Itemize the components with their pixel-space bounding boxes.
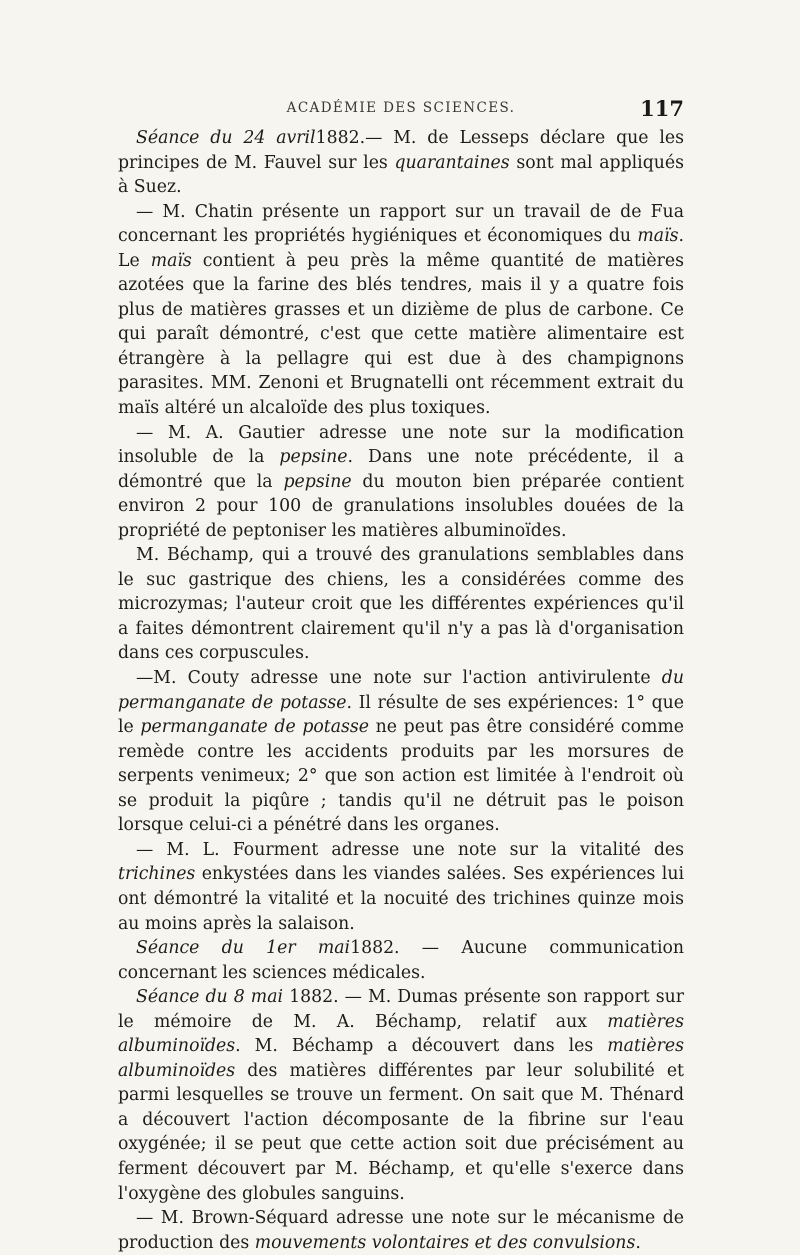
paragraph-seance-1er-mai xyxy=(118,936,684,985)
text-span: ne peut pas être considéré comme remède contre les accidents produits par les morsures de serpents venimeux; 2° que son action est limitée à l'endroit où se produit la piqûre ; tandis qu'il ne détruit pas le poison lorsque celui-ci a pénétré dans les organes. xyxy=(118,717,684,836)
text-span: sont mal appliqués à Suez. xyxy=(118,152,684,198)
text-span: Séance du 8 mai xyxy=(136,987,284,1008)
text-span: permanganate de potasse xyxy=(140,717,370,738)
text-span: . xyxy=(635,1232,641,1253)
body-text xyxy=(118,126,684,1255)
running-title: ACADÉMIE DES SCIENCES. xyxy=(286,100,516,116)
text-span: matières albuminoïdes xyxy=(118,1011,684,1057)
text-span: 1882. — M. Dumas présente son rapport sur le mémoire de M. A. Béchamp, relatif aux xyxy=(118,987,684,1032)
text-span: . Dans une note précédente, il a démontré que la xyxy=(118,447,684,492)
text-span: Séance du 1er mai xyxy=(136,938,351,959)
paragraph-chatin-mais xyxy=(118,200,684,421)
text-span: — M. Brown-Séquard adresse une note sur le mécanisme de production des xyxy=(118,1208,684,1253)
page-header xyxy=(118,98,684,126)
text-span: matières albuminoïdes xyxy=(118,1036,684,1081)
text-span: 1882.— M. de Lesseps déclare que les principes de M. Fauvel sur les xyxy=(118,128,684,173)
text-span: maïs xyxy=(637,226,679,247)
text-span: — M. A. Gautier adresse une note sur la modification insoluble de la xyxy=(118,422,684,468)
text-span: pepsine xyxy=(279,447,348,468)
text-span: —M. Couty adresse une note sur l'action antivirulente xyxy=(136,668,662,689)
text-span: du permanganate de potasse xyxy=(118,668,684,713)
paragraph-gautier-pepsine xyxy=(118,421,684,544)
text-span: des matières différentes par leur solubilité et parmi lesquelles se trouve un ferment. On sait que M. Thénard a découvert l'action décomposante de la fibrine sur l'eau oxygénée; il se peut que cette action soit due précisément au ferment découvert par M. Béchamp, et qu'elle s'exerce dans l'oxygène des globules sanguins. xyxy=(118,1060,684,1204)
page-number: 117 xyxy=(640,96,684,121)
paragraph-seance-8-mai xyxy=(118,985,684,1206)
paragraph-seance-24-avril xyxy=(118,126,684,200)
text-span: 1882. — Aucune communication concernant les sciences médicales. xyxy=(118,938,685,983)
text-span: du mouton bien préparée contient environ 2 pour 100 de granulations insolubles douées de la propriété de peptoniser les matières albuminoïdes. xyxy=(118,471,685,541)
paragraph-brown-sequard xyxy=(118,1206,684,1255)
text-span: quarantaines xyxy=(394,152,510,173)
paragraph-bechamp-granulations xyxy=(118,543,684,666)
text-span: maïs xyxy=(150,250,192,271)
text-span: . Il résulte de ses expériences: 1° que le xyxy=(118,692,684,738)
text-span: trichines xyxy=(118,864,196,885)
text-span: enkystées dans les viandes salées. Ses expériences lui ont démontré la vitalité et la nocuité des trichines quinze mois au moins après la salaison. xyxy=(118,864,684,934)
paragraph-couty-permanganate xyxy=(118,666,684,838)
text-span: — M. L. Fourment adresse une note sur la vitalité des xyxy=(136,839,684,860)
paragraph-fourment-trichines xyxy=(118,838,684,936)
text-span: . M. Béchamp a découvert dans les xyxy=(235,1036,608,1057)
text-span: Séance du 24 avril xyxy=(136,128,316,148)
text-span: M. Béchamp, qui a trouvé des granulations semblables dans le suc gastrique des chiens, les a considérées comme des microzymas; l'auteur croit que les différentes expériences qu'il a faites démontrent clairement qu'il n'y a pas là d'organisation dans ces corpuscules. xyxy=(118,545,684,664)
text-span: contient à peu près la même quantité de matières azotées que la farine des blés tendres, mais il y a quatre fois plus de matières grasses et un dizième de plus de carbone. Ce qui paraît démontré, c'est que cette matière alimentaire est étrangère à la pellagre qui est due à des champignons parasites. MM. Zenoni et Brugnatelli ont récemment extrait du maïs altéré un alcaloïde des plus toxiques. xyxy=(118,250,684,419)
text-span: pepsine xyxy=(283,471,352,492)
text-span: . Le xyxy=(118,226,684,271)
text-span: mouvements volontaires et des convulsions xyxy=(254,1232,636,1253)
text-span: — M. Chatin présente un rapport sur un travail de de Fua concernant les propriétés hygiéniques et économiques du xyxy=(118,201,684,247)
